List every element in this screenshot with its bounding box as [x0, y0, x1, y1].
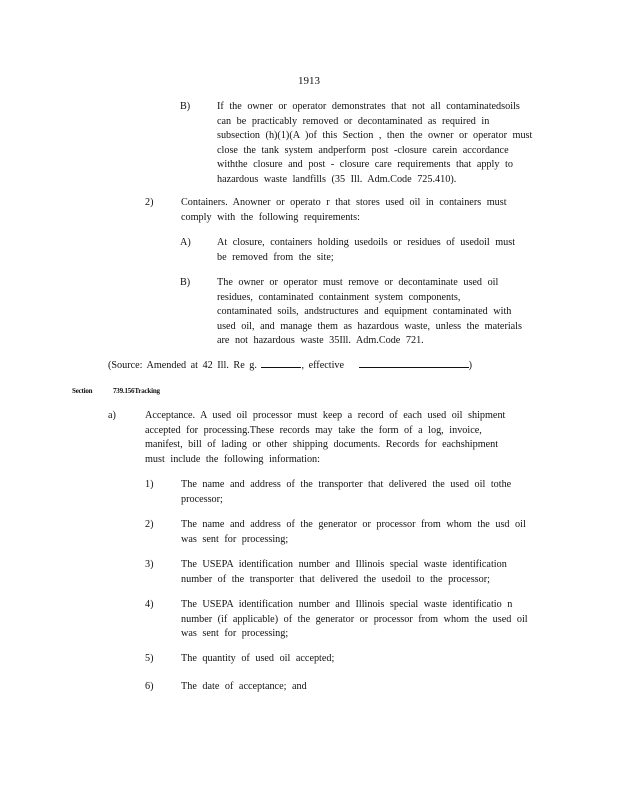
source-note — [108, 357, 472, 374]
item-text — [181, 478, 511, 507]
source-note-text: , effective — [301, 360, 345, 371]
item-text — [181, 652, 334, 667]
item-label: 1) — [145, 479, 154, 490]
item-text — [181, 196, 507, 225]
section-title: 739.156Tracking — [113, 387, 160, 395]
item-text — [217, 236, 515, 265]
item-label: B) — [180, 277, 191, 288]
item-text — [181, 680, 307, 695]
item-text — [181, 598, 528, 642]
text-line: hazardous waste landfills (35 Ill. Adm.Code 725.410). — [217, 173, 457, 185]
text-line: accepted for processing.These records may take the form of a log, invoice, — [145, 424, 482, 436]
text-line: be removed from the site; — [217, 251, 334, 263]
text-line: used oil, and manage them as hazardous waste, unless the materials — [217, 320, 522, 332]
text-line: Containers. Anowner or operato r that stores used oil in containers must — [181, 197, 507, 208]
text-line: can be practicably removed or decontaminated as required in — [217, 115, 490, 127]
item-label: 2) — [145, 197, 154, 208]
item-label: 6) — [145, 681, 154, 692]
text-line: The owner or operator must remove or decontaminate used oil — [217, 277, 499, 288]
item-text — [181, 518, 526, 547]
item-text — [145, 409, 505, 467]
text-line: subsection (h)(1)(A )of this Section , then the owner or operator must — [217, 130, 533, 141]
item-label: A) — [180, 237, 191, 248]
text-line: If the owner or operator demonstrates that not all contaminatedsoils — [217, 101, 520, 112]
effective-date-blank — [359, 357, 469, 368]
text-line: At closure, containers holding usedoils or residues of usedoil must — [217, 237, 516, 248]
text-line: The name and address of the generator or processor from whom the usd oil — [181, 519, 526, 530]
item-text — [181, 558, 507, 587]
text-line: close the tank system andperform post -closure carein accordance — [217, 144, 509, 156]
text-line: was sent for processing; — [181, 533, 289, 545]
section-label: Section — [72, 387, 93, 395]
text-line: The date of acceptance; and — [181, 681, 307, 692]
item-text — [217, 100, 532, 187]
text-line: number of the transporter that delivered the usedoil to the processor; — [181, 573, 490, 585]
text-line: comply with the following requirements: — [181, 211, 360, 223]
page-number: 1913 — [298, 75, 320, 87]
text-line: are not hazardous waste 35Ill. Adm.Code 721. — [217, 335, 424, 346]
item-label: B) — [180, 101, 191, 112]
item-text — [217, 276, 522, 349]
text-line: residues, contaminated containment system components, — [217, 291, 461, 303]
register-blank — [261, 357, 301, 368]
text-line: The name and address of the transporter that delivered the used oil tothe — [181, 479, 512, 490]
text-line: manifest, bill of lading or other shipping documents. Records for eachshipment — [145, 439, 499, 450]
item-label: 5) — [145, 653, 154, 664]
item-label: a) — [108, 410, 116, 421]
text-line: withthe closure and post - closure care requirements that apply to — [217, 159, 513, 170]
source-note-text: (Source: Amended at 42 Ill. Re g. — [108, 360, 257, 371]
text-line: was sent for processing; — [181, 628, 289, 639]
text-line: processor; — [181, 493, 223, 505]
text-line: The USEPA identification number and Illinois special waste identification — [181, 559, 507, 570]
text-line: The USEPA identification number and Illinois special waste identificatio n — [181, 599, 513, 610]
source-note-text: ) — [468, 360, 472, 371]
item-label: 3) — [145, 559, 154, 570]
text-line: number (if applicable) of the generator or processor from whom the used oil — [181, 613, 528, 625]
text-line: The quantity of used oil accepted; — [181, 653, 335, 664]
text-line: Acceptance. A used oil processor must keep a record of each used oil shipment — [145, 410, 506, 421]
text-line: contaminated soils, andstructures and equipment contaminated with — [217, 306, 512, 317]
text-line: must include the following information: — [145, 453, 320, 465]
item-label: 4) — [145, 599, 154, 610]
item-label: 2) — [145, 519, 154, 530]
